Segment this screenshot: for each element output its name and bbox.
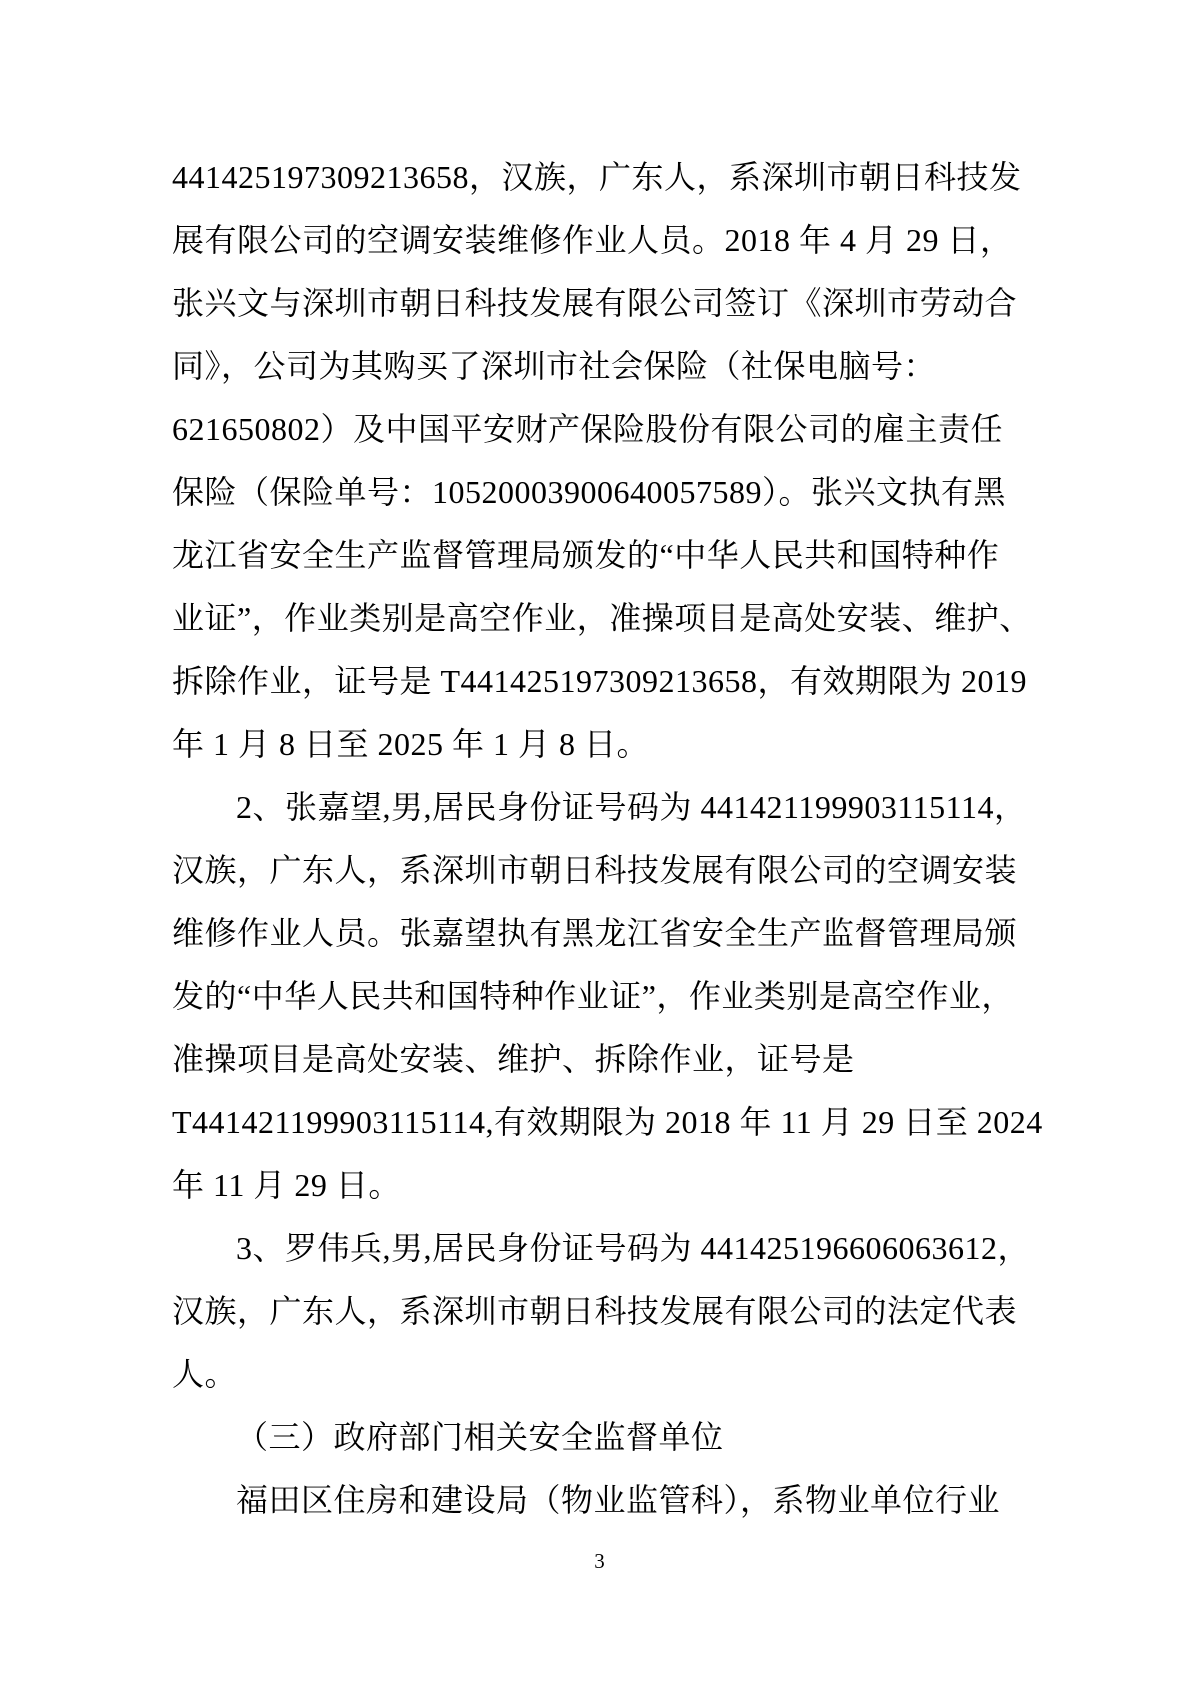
text-line: 3、罗伟兵,男,居民身份证号码为 441425196606063612， [236, 1230, 1031, 1266]
text-line: 张兴文与深圳市朝日科技发展有限公司签订《深圳市劳动合 [172, 285, 1018, 321]
text-line: 441425197309213658，汉族，广东人，系深圳市朝日科技发 [172, 159, 1022, 195]
text-line: 621650802）及中国平安财产保险股份有限公司的雇主责任 [172, 411, 1004, 447]
page-number: 3 [594, 1549, 605, 1573]
text-line: 龙江省安全生产监督管理局颁发的“中华人民共和国特种作 [172, 537, 1000, 573]
document-body-text [172, 146, 1043, 1532]
text-line: 汉族，广东人，系深圳市朝日科技发展有限公司的法定代表 [172, 1293, 1018, 1329]
text-line: 汉族，广东人，系深圳市朝日科技发展有限公司的空调安装 [172, 852, 1018, 888]
text-line: 展有限公司的空调安装维修作业人员。2018 年 4 月 29 日， [172, 222, 1013, 258]
text-line: 2、张嘉望,男,居民身份证号码为 441421199903115114， [236, 789, 1027, 825]
text-line: （三）政府部门相关安全监督单位 [236, 1419, 724, 1455]
text-line: 福田区住房和建设局（物业监管科），系物业单位行业 [236, 1482, 1001, 1518]
text-line: 发的“中华人民共和国特种作业证”，作业类别是高空作业， [172, 978, 1014, 1014]
text-line: 保险（保险单号：10520003900640057589）。张兴文执有黑 [172, 474, 1007, 510]
text-line: 年 1 月 8 日至 2025 年 1 月 8 日。 [172, 726, 650, 762]
page-footer [0, 1546, 1199, 1576]
text-line: 拆除作业，证号是 T441425197309213658，有效期限为 2019 [172, 663, 1028, 699]
text-line: 年 11 月 29 日。 [172, 1167, 401, 1203]
text-line: 业证”，作业类别是高空作业，准操项目是高处安装、维护、 [172, 600, 1032, 636]
text-line: 维修作业人员。张嘉望执有黑龙江省安全生产监督管理局颁 [172, 915, 1018, 951]
text-line: 准操项目是高处安装、维护、拆除作业，证号是 [172, 1041, 855, 1077]
text-line: 人。 [172, 1356, 238, 1392]
text-line: 同》，公司为其购买了深圳市社会保险（社保电脑号： [172, 348, 937, 384]
text-line: T441421199903115114,有效期限为 2018 年 11 月 29 日至 2024 [172, 1104, 1043, 1140]
